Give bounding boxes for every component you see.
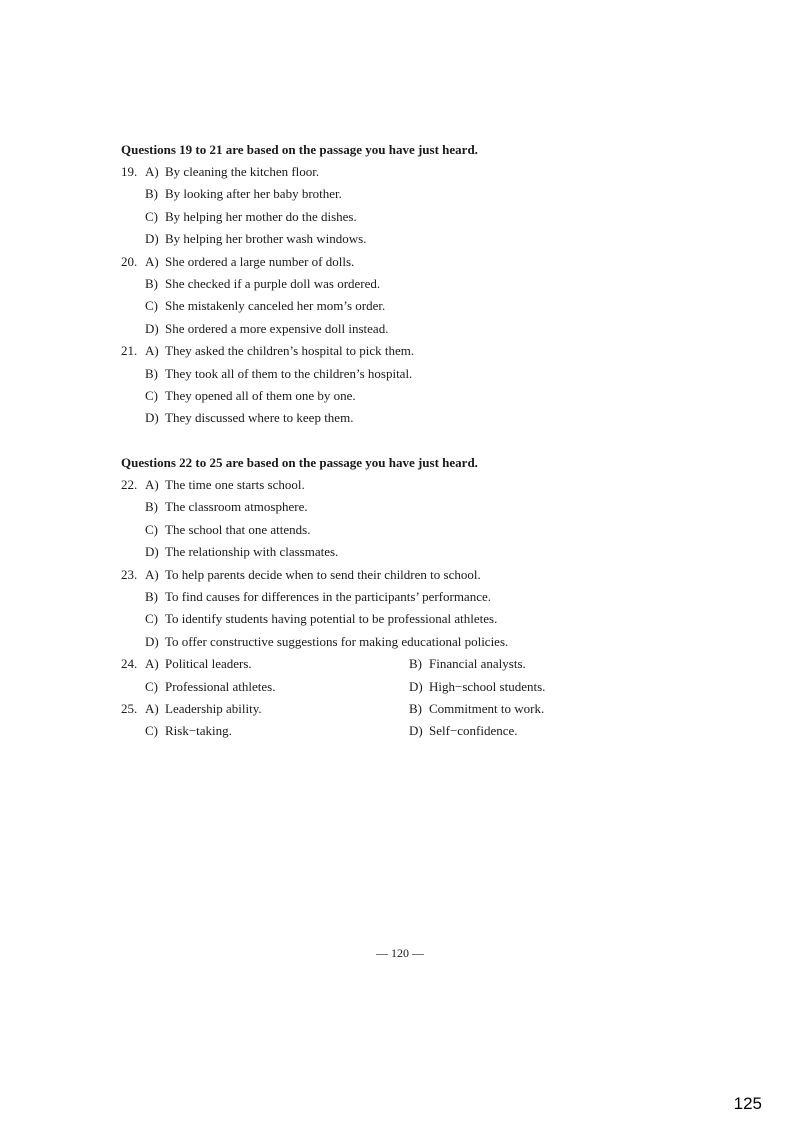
question-number: 22.	[121, 477, 138, 492]
option-text: By cleaning the kitchen floor.	[165, 164, 320, 179]
option-text: Commitment to work.	[429, 700, 545, 716]
option-letter: C)	[145, 387, 158, 403]
option-letter: B)	[145, 186, 158, 202]
option-text: By helping her mother do the dishes.	[165, 208, 357, 224]
question-20-option-a	[121, 251, 478, 273]
option-letter: C)	[145, 678, 158, 694]
option-letter: D)	[145, 410, 159, 426]
option-letter: A)	[145, 343, 159, 359]
option-letter: D)	[145, 320, 159, 336]
question-21-option-d	[121, 407, 478, 429]
option-text: She ordered a more expensive doll instead.	[165, 320, 389, 336]
question-20-option-d	[121, 318, 478, 340]
option-text: She checked if a purple doll was ordered.	[165, 275, 381, 291]
question-22-option-a	[121, 474, 478, 496]
question-24-row-1	[121, 653, 526, 675]
corner-page-number: 125	[733, 1094, 762, 1113]
option-text: The classroom atmosphere.	[165, 499, 308, 515]
option-text: She mistakenly canceled her mom’s order.	[165, 298, 386, 314]
option-letter: A)	[145, 656, 159, 672]
option-letter: C)	[145, 723, 158, 739]
option-letter: A)	[145, 253, 159, 269]
option-text: Risk−taking.	[165, 723, 232, 739]
option-text: They opened all of them one by one.	[165, 387, 356, 403]
option-text: Leadership ability.	[165, 700, 262, 716]
option-letter: D)	[145, 633, 159, 649]
option-letter: A)	[145, 700, 159, 716]
option-text: By looking after her baby brother.	[165, 186, 342, 202]
option-text: Political leaders.	[165, 656, 252, 672]
option-letter: A)	[145, 566, 159, 582]
option-letter: B)	[145, 499, 158, 515]
question-number: 25.	[121, 700, 138, 716]
question-20-option-b	[121, 273, 478, 295]
option-text: To identify students having potential to be professional athletes.	[165, 611, 498, 627]
question-19-option-b	[121, 183, 478, 205]
question-20-option-c	[121, 295, 478, 317]
question-22-option-c	[121, 519, 478, 541]
option-text: They took all of them to the children’s hospital.	[165, 365, 413, 381]
option-text: To offer constructive suggestions for making educational policies.	[165, 633, 509, 649]
option-letter: C)	[145, 208, 158, 224]
option-letter: C)	[145, 521, 158, 537]
option-text: Financial analysts.	[429, 656, 526, 672]
option-letter: C)	[145, 611, 158, 627]
question-23-option-b	[121, 586, 491, 608]
option-letter: B)	[145, 275, 158, 291]
option-text: The relationship with classmates.	[165, 544, 339, 560]
option-letter: D)	[409, 678, 423, 694]
question-25-row-1	[121, 698, 545, 720]
option-letter: D)	[409, 723, 423, 739]
option-text: Professional athletes.	[165, 678, 276, 694]
option-text: To help parents decide when to send their children to school.	[165, 566, 481, 582]
option-text: By helping her brother wash windows.	[165, 231, 367, 247]
question-19-option-c	[121, 206, 478, 228]
option-letter: B)	[145, 365, 158, 381]
option-text: The time one starts school.	[165, 477, 305, 492]
question-23-option-a	[121, 564, 481, 586]
question-23-option-d	[121, 631, 509, 653]
option-letter: D)	[145, 231, 159, 247]
question-22-option-d	[121, 541, 478, 563]
question-number: 21.	[121, 343, 138, 359]
option-text: She ordered a large number of dolls.	[165, 253, 355, 269]
option-letter: D)	[145, 544, 159, 560]
section-22-25	[121, 452, 546, 743]
question-23-option-c	[121, 608, 498, 630]
option-letter: B)	[145, 588, 158, 604]
question-25-row-2	[121, 720, 518, 742]
option-text: They asked the children’s hospital to pick them.	[165, 343, 415, 359]
section-title: Questions 19 to 21 are based on the passage you have just heard.	[121, 142, 478, 157]
question-21-option-b	[121, 363, 478, 385]
question-21-option-c	[121, 385, 478, 407]
question-24-row-2	[121, 676, 546, 698]
option-text: To find causes for differences in the participants’ performance.	[165, 588, 491, 604]
option-text: The school that one attends.	[165, 521, 311, 537]
option-letter: B)	[409, 656, 422, 672]
question-22-option-b	[121, 496, 478, 518]
question-number: 23.	[121, 566, 138, 582]
page-footer-number: — 120 —	[376, 946, 424, 960]
section-title: Questions 22 to 25 are based on the passage you have just heard.	[121, 455, 478, 470]
section-19-21	[121, 139, 478, 430]
option-text: They discussed where to keep them.	[165, 410, 354, 426]
question-number: 24.	[121, 656, 138, 672]
question-19-option-d	[121, 228, 478, 250]
option-text: Self−confidence.	[429, 723, 518, 739]
option-letter: A)	[145, 164, 159, 179]
option-text: High−school students.	[429, 678, 546, 694]
question-19-option-a	[121, 161, 478, 183]
question-number: 19.	[121, 164, 138, 179]
question-number: 20.	[121, 253, 138, 269]
option-letter: B)	[409, 700, 422, 716]
option-letter: A)	[145, 477, 159, 492]
question-21-option-a	[121, 340, 478, 362]
option-letter: C)	[145, 298, 158, 314]
